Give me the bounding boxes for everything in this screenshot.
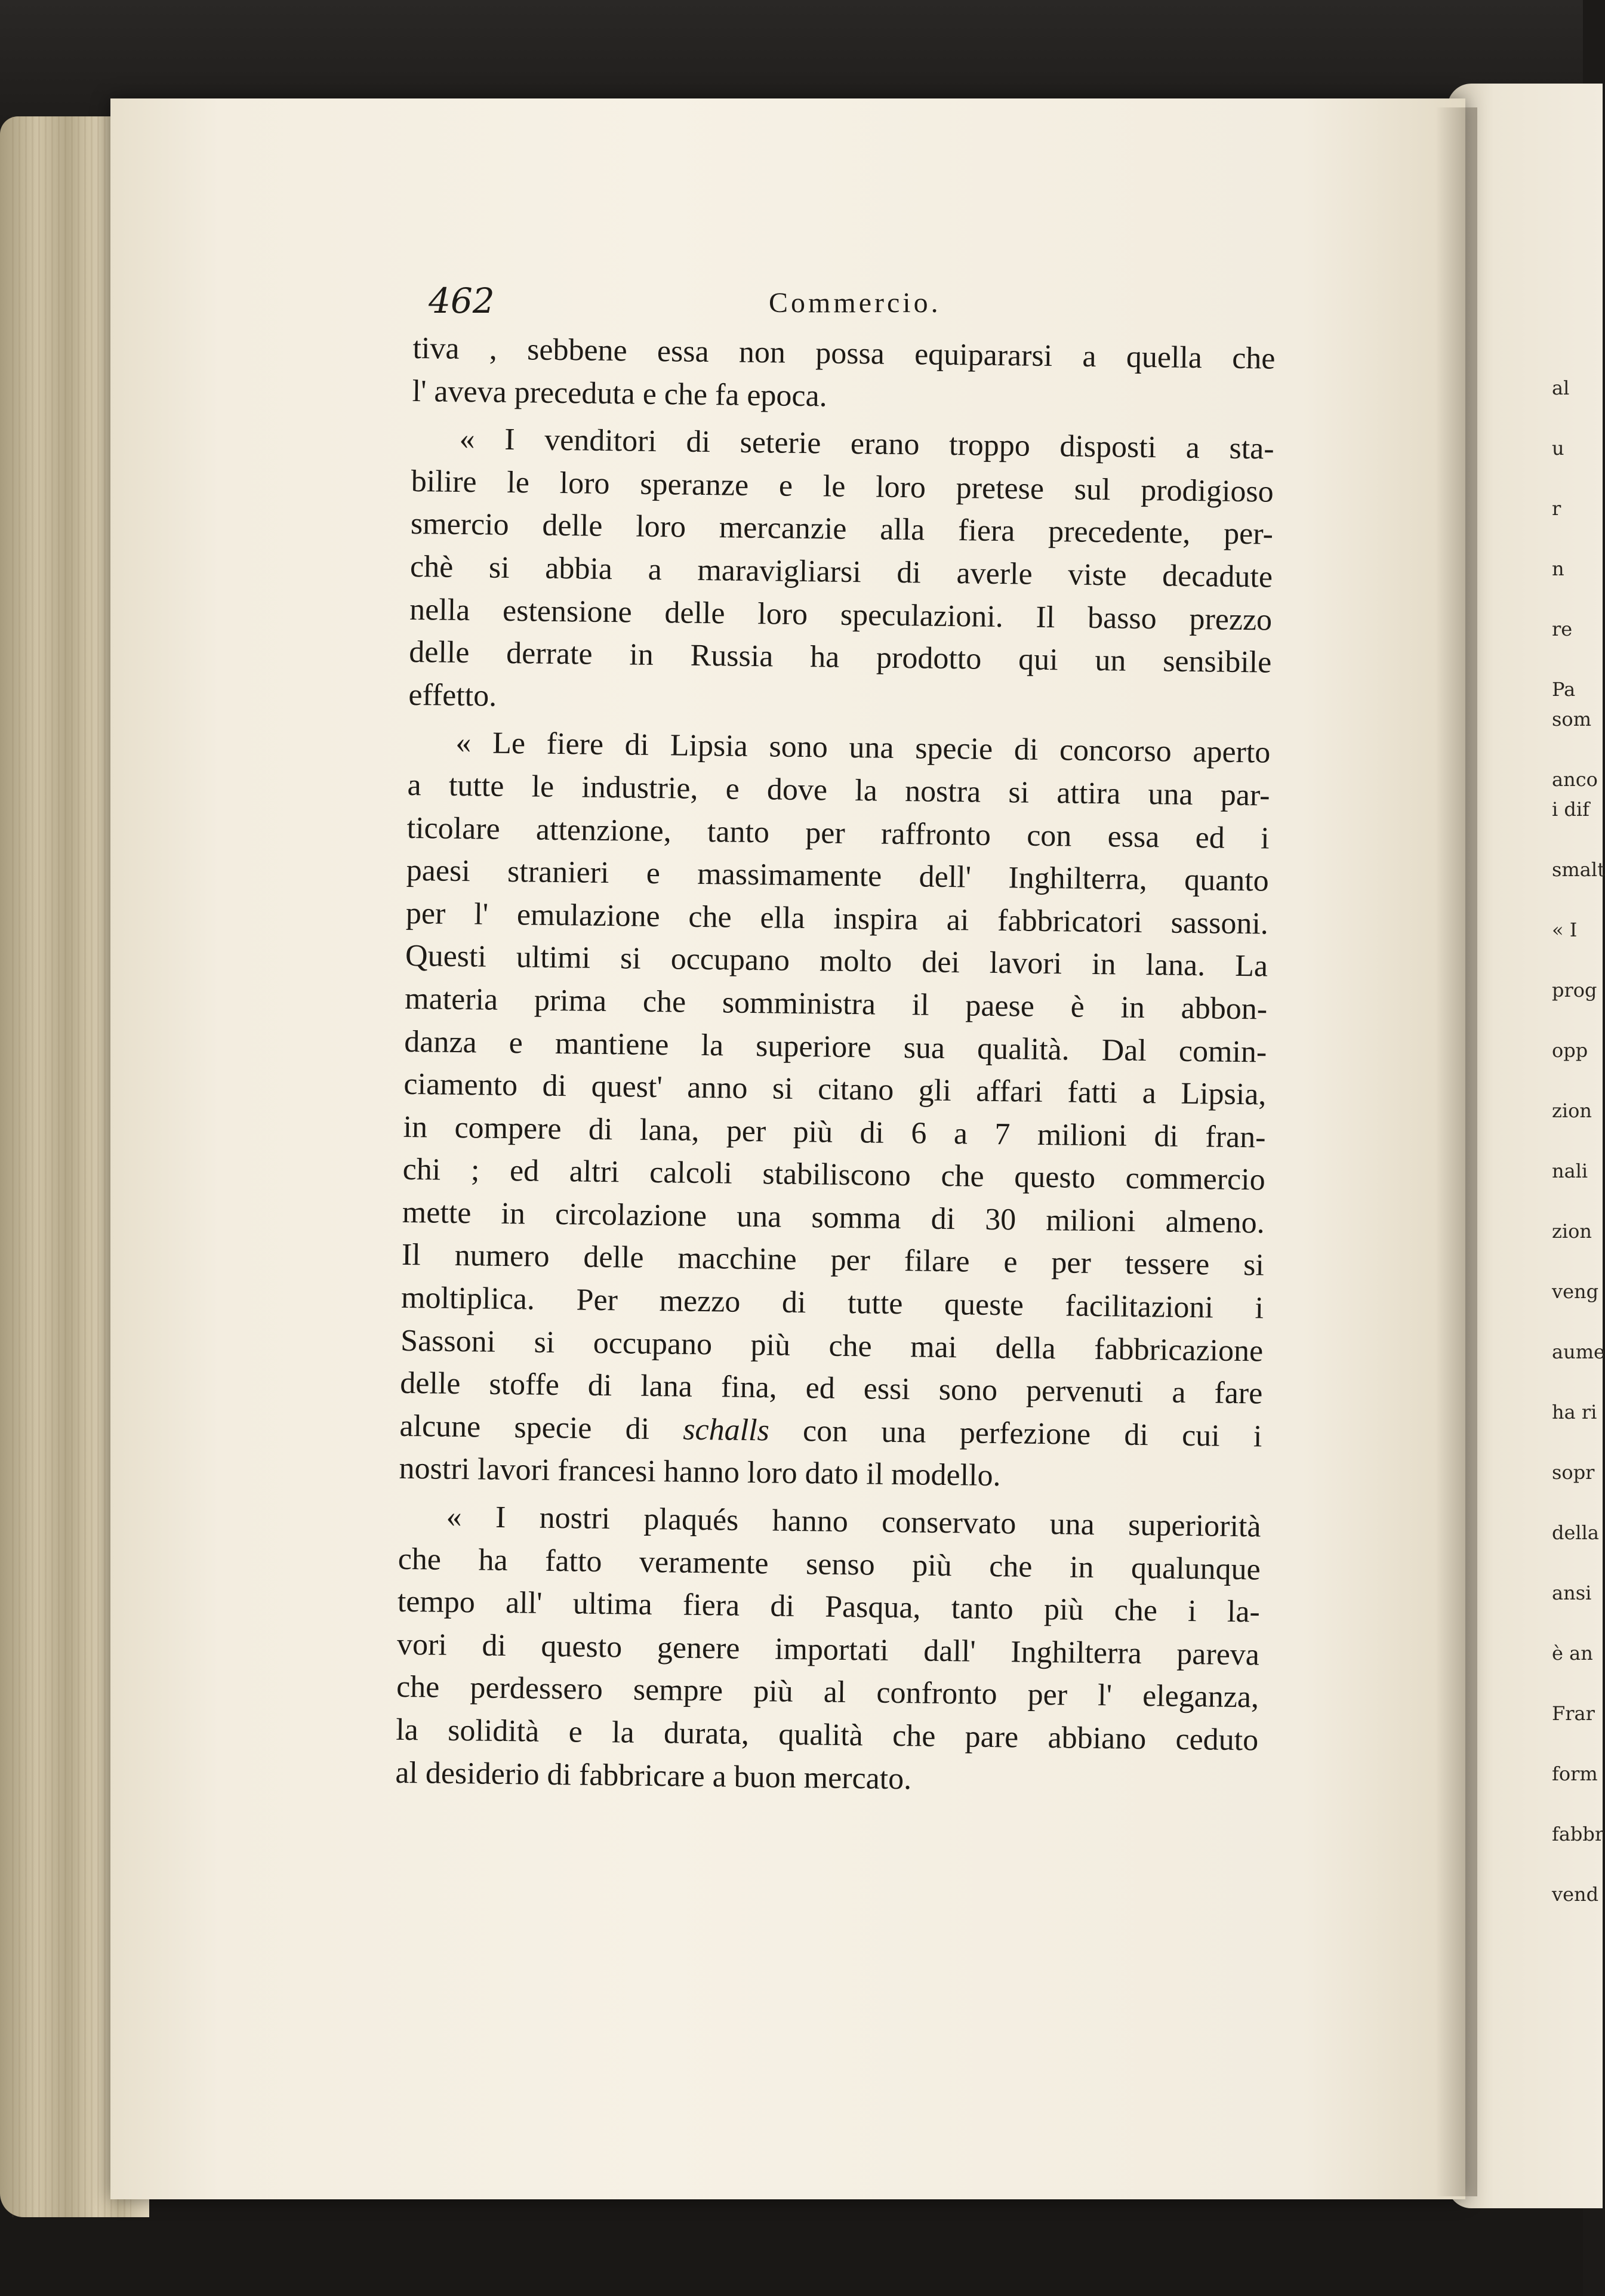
text-line: vori di questo genere importati dall' Inghilterra pareva: [396, 1627, 1260, 1672]
facing-page-text: [1552, 370, 1605, 1937]
text-line: delle stoffe di lana fina, ed essi sono pervenuti a fare: [400, 1366, 1263, 1411]
text-line: chi ; ed altri calcoli stabiliscono che questo commercio: [402, 1152, 1265, 1197]
text-line: moltiplica. Per mezzo di tutte queste facilitazioni i: [401, 1280, 1264, 1326]
facing-line: aume: [1552, 1340, 1605, 1363]
text-line: effetto.: [408, 677, 497, 713]
facing-line: ansi: [1552, 1582, 1592, 1604]
text-line: al desiderio di fabbricare a buon mercato.: [395, 1755, 912, 1796]
facing-line: opp: [1552, 1039, 1588, 1062]
text-line: in compere di lana, per più di 6 a 7 milioni di fran-: [403, 1110, 1266, 1155]
facing-line: al: [1552, 377, 1570, 399]
facing-line: r: [1552, 497, 1561, 520]
facing-line: prog: [1552, 979, 1597, 1001]
facing-line: re: [1552, 618, 1573, 640]
facing-line: i dif: [1552, 798, 1589, 821]
text-segment: alcune specie di: [399, 1409, 650, 1446]
text-line: mette in circolazione una somma di 30 milioni almeno.: [402, 1195, 1265, 1240]
facing-line: vend: [1552, 1883, 1599, 1906]
facing-line: è an: [1552, 1642, 1593, 1665]
facing-line: veng: [1552, 1280, 1599, 1303]
text-line: per l' emulazione che ella inspira ai fabbricatori sassoni.: [405, 896, 1269, 941]
facing-line: nali: [1552, 1160, 1588, 1182]
text-line: l' aveva preceduta e che fa epoca.: [412, 374, 828, 414]
text-line: materia prima che somministra il paese è in abbon-: [404, 981, 1268, 1027]
text-line: Sassoni si occupano più che mai della fabbricazione: [400, 1323, 1264, 1369]
facing-line: « I: [1552, 919, 1578, 941]
text-line: bilire le loro speranze e le loro pretese sul prodigioso: [411, 464, 1274, 509]
facing-line: som: [1552, 708, 1592, 731]
facing-line: zion: [1552, 1220, 1592, 1243]
text-line: « I venditori di seterie erano troppo disposti a sta-: [459, 422, 1274, 466]
text-line: ticolare attenzione, tanto per raffronto con essa ed i: [406, 810, 1270, 856]
facing-line: zion: [1552, 1099, 1592, 1122]
text-line: chè si abbia a maravigliarsi di averle viste decadute: [409, 549, 1273, 594]
text-line: smercio delle loro mercanzie alla fiera precedente, per-: [410, 507, 1274, 552]
facing-line: form: [1552, 1762, 1598, 1785]
text-line: danza e mantiene la superiore sua qualità. Dal comin-: [404, 1024, 1267, 1070]
facing-line: Frar: [1552, 1702, 1595, 1725]
text-segment: con una perfezione di cui i: [802, 1413, 1262, 1454]
facing-line: Pa: [1552, 678, 1576, 701]
facing-line: sopr: [1552, 1461, 1595, 1484]
facing-line: smalt: [1552, 858, 1605, 881]
facing-line: della: [1552, 1521, 1599, 1544]
page-number: 462: [429, 281, 495, 321]
text-line: Il numero delle macchine per filare e per tessere si: [401, 1238, 1265, 1283]
text-line: « Le fiere di Lipsia sono una specie di concorso aperto: [455, 726, 1271, 770]
italic-word: schalls: [683, 1412, 770, 1448]
text-line: paesi stranieri e massimamente dell' Inghilterra, quanto: [406, 853, 1270, 898]
text-line: tiva , sebbene essa non possa equipararsi a quella che: [412, 331, 1276, 376]
text-line: ciamento di quest' anno si citano gli affari fatti a Lipsia,: [403, 1067, 1267, 1112]
text-line: delle derrate in Russia ha prodotto qui un sensibile: [408, 635, 1272, 680]
text-line: che ha fatto veramente senso più che in qualunque: [398, 1542, 1261, 1587]
text-line: Questi ultimi si occupano molto dei lavori in lana. La: [405, 939, 1268, 984]
text-line: a tutte le industrie, e dove la nostra si attira una par-: [407, 768, 1270, 813]
running-head: Commercio.: [769, 287, 941, 319]
text-line: nostri lavori francesi hanno loro dato il modello.: [399, 1451, 1001, 1493]
facing-line: ha ri: [1552, 1401, 1597, 1423]
text-line: tempo all' ultima fiera di Pasqua, tanto più che i la-: [397, 1585, 1261, 1629]
facing-line: n: [1552, 557, 1564, 580]
facing-line: anco: [1552, 768, 1598, 791]
text-line: « I nostri plaqués hanno conservato una superiorità: [446, 1499, 1261, 1544]
facing-line: fabbr: [1552, 1823, 1604, 1845]
text-line: nella estensione delle loro speculazioni. Il basso prezzo: [409, 592, 1273, 637]
facing-line: u: [1552, 437, 1564, 460]
text-line: che perdessero sempre più al confronto per l' eleganza,: [396, 1670, 1259, 1715]
body-text: [395, 327, 1276, 1805]
gutter-shadow: [1435, 107, 1477, 2196]
page-header: [429, 281, 1276, 328]
text-line: la solidità e la durata, qualità che pare abbiano ceduto: [395, 1712, 1259, 1758]
